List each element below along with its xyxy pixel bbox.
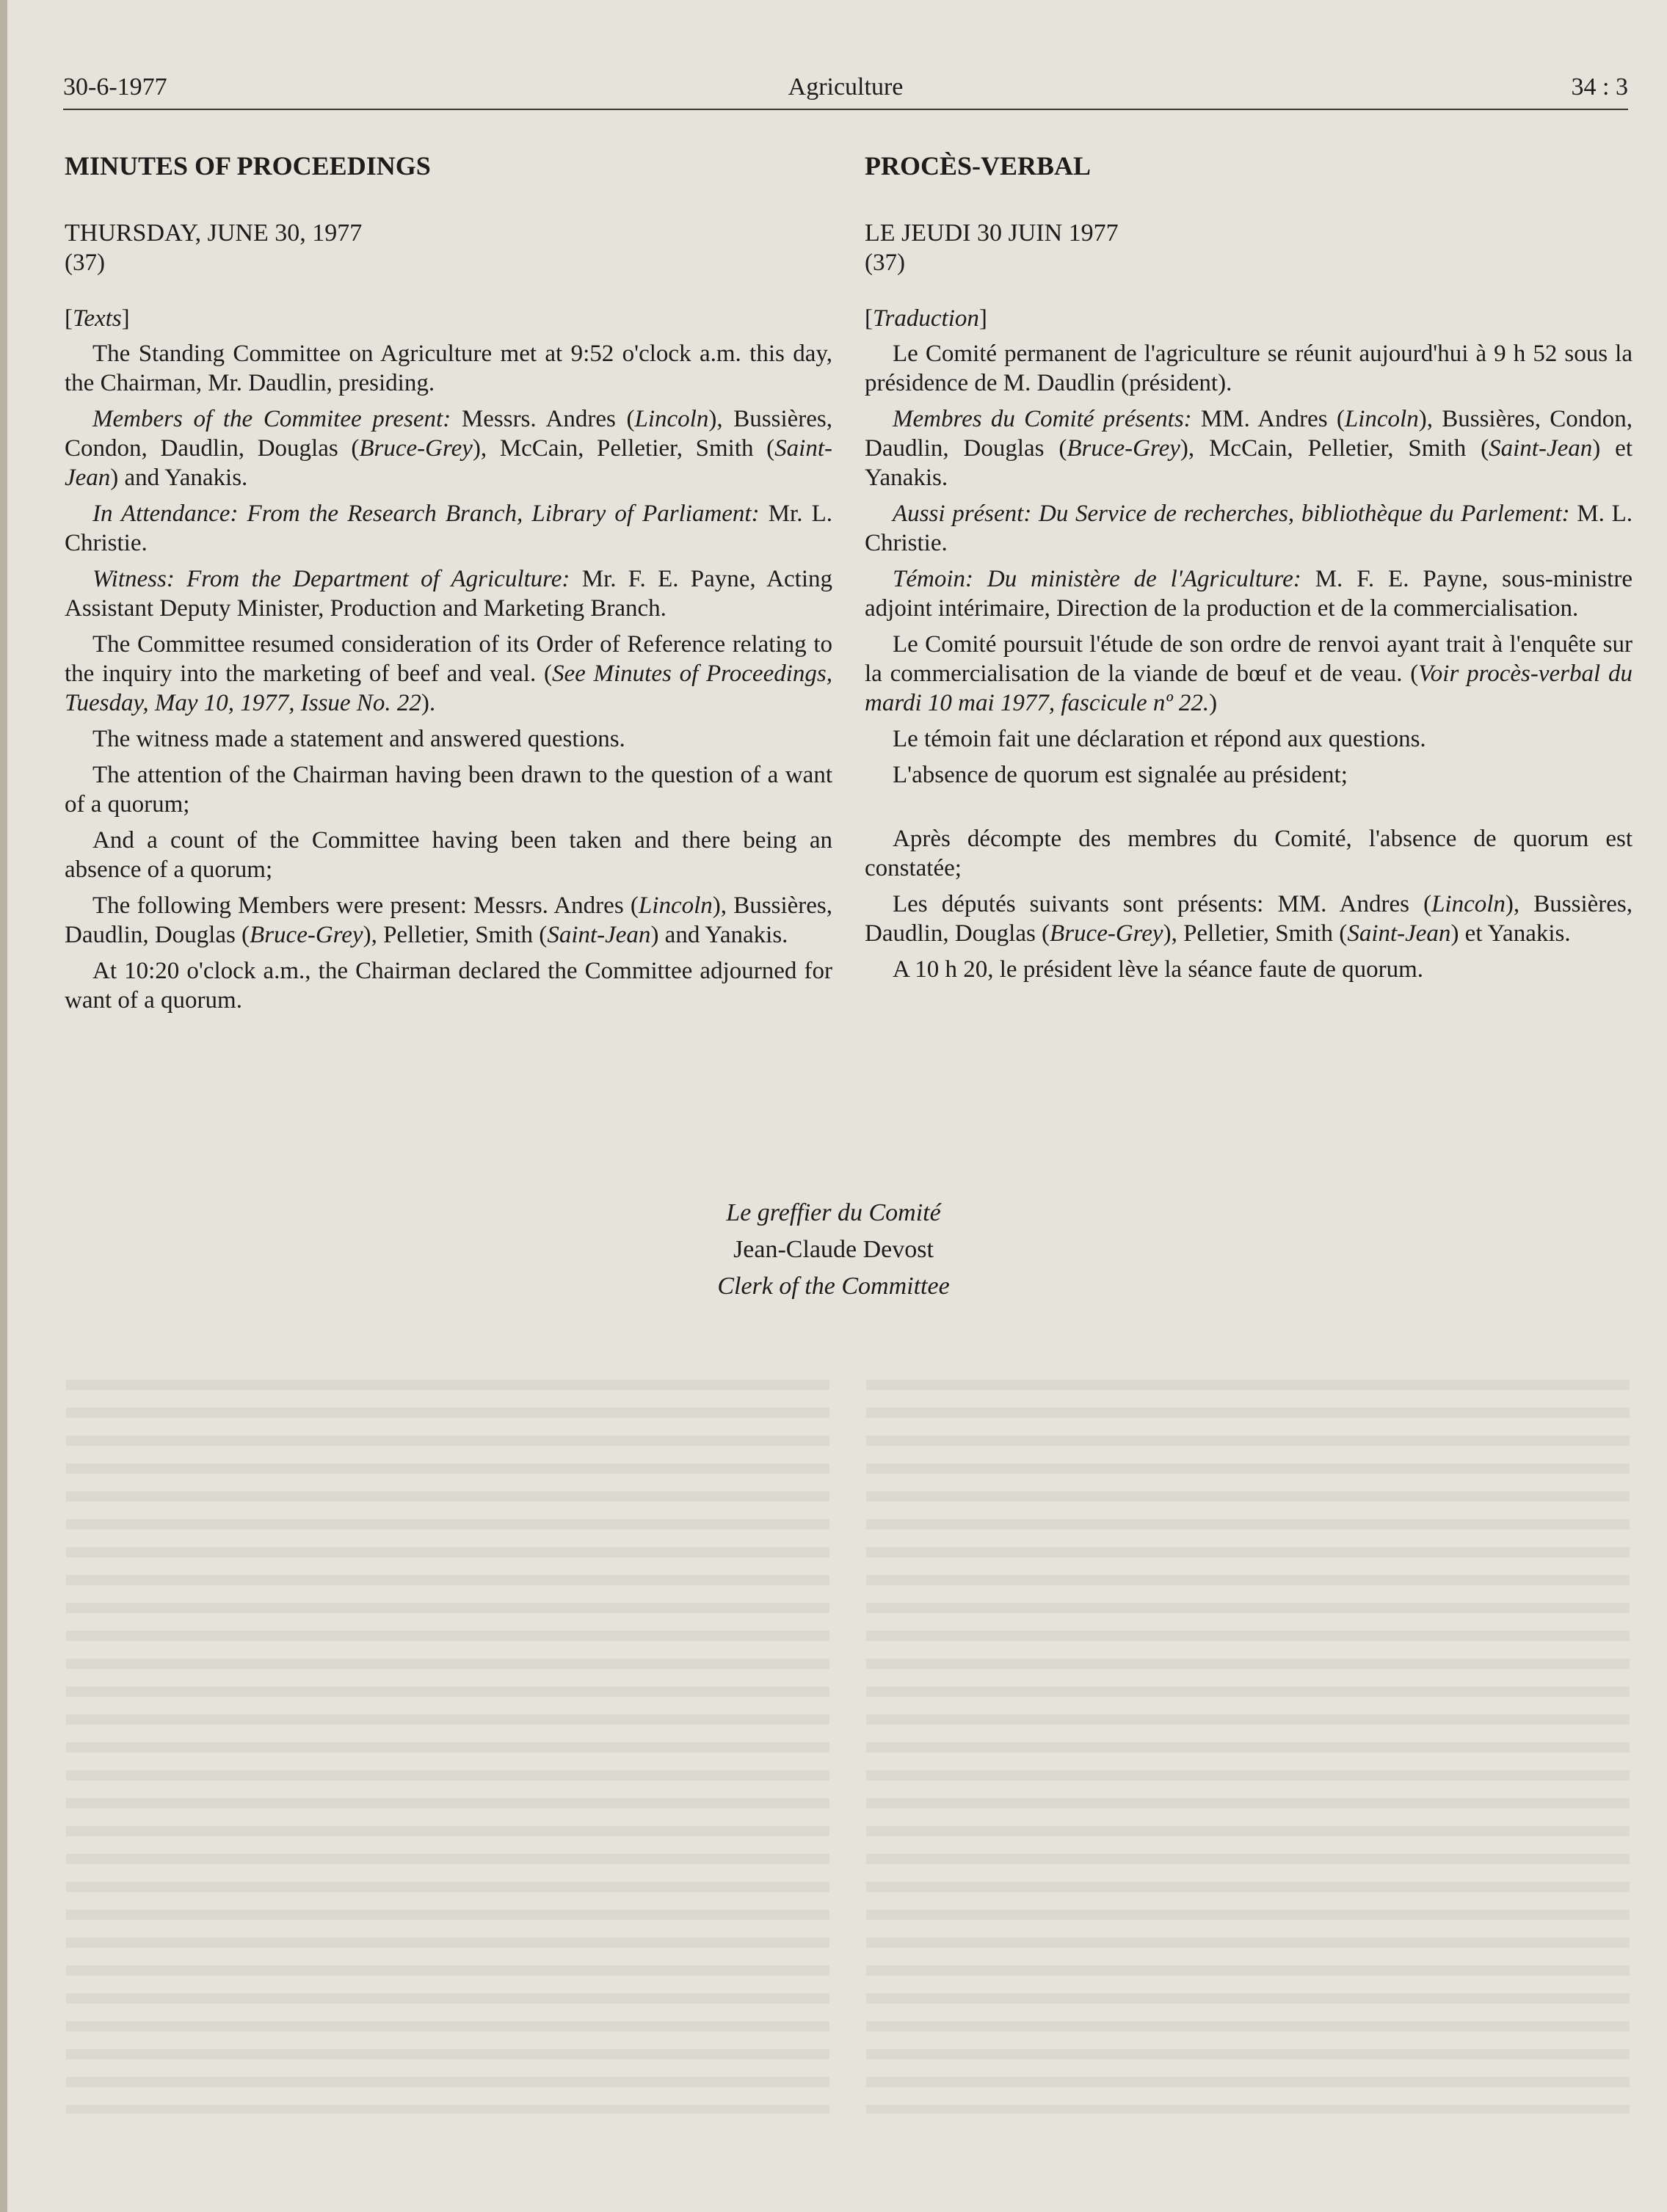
paragraph-quorum-raised: The attention of the Chairman having been drawn to the question of a want of a quorum; <box>65 762 832 818</box>
meeting-date: LE JEUDI 30 JUIN 1977 <box>865 219 1119 247</box>
paragraph-order-of-reference: Le Comité poursuit l'étude de son ordre de renvoi ayant trait à l'enquête sur la commercialisation de la viande de bœuf et de veau. (Voir procès-verbal du mardi 10 mai 1977, fascicule nº 22.) <box>865 631 1633 716</box>
clerk-title-french: Le greffier du Comité <box>726 1199 941 1226</box>
paragraph-order-of-reference: The Committee resumed consideration of its Order of Reference relating to the inquiry into the marketing of beef and veal. (See Minutes of Proceedings, Tuesday, May 10, 1977, Issue No. 22). <box>65 631 832 716</box>
section-heading: MINUTES OF PROCEEDINGS <box>65 151 431 181</box>
running-header <box>63 70 1628 110</box>
bleed-through-texture <box>66 1380 829 2114</box>
paragraph-members-present: Membres du Comité présents: MM. Andres (Lincoln), Bussières, Condon, Daudlin, Douglas (Bruce-Grey), McCain, Pelletier, Smith (Saint-Jean) et Yanakis. <box>865 406 1633 491</box>
bleed-through-texture <box>866 1380 1630 2114</box>
paragraph-witness: Témoin: Du ministère de l'Agriculture: M. F. E. Payne, sous-ministre adjoint intérimaire, Direction de la production et de la commercialisation. <box>865 566 1633 622</box>
paragraph-quorum-count: Après décompte des membres du Comité, l'absence de quorum est constatée; <box>865 826 1633 881</box>
paragraph-spacer <box>865 796 1633 824</box>
paragraph-opening: Le Comité permanent de l'agriculture se réunit aujourd'hui à 9 h 52 sous la présidence de M. Daudlin (président). <box>865 341 1633 396</box>
text-tag: [Texts] <box>65 305 130 332</box>
paragraph-members-after-count: Les députés suivants sont présents: MM. Andres (Lincoln), Bussières, Daudlin, Douglas (Bruce-Grey), Pelletier, Smith (Saint-Jean) et Yanakis. <box>865 891 1633 947</box>
paragraph-witness: Witness: From the Department of Agriculture: Mr. F. E. Payne, Acting Assistant Deputy Minister, Production and Marketing Branch. <box>65 566 832 622</box>
paragraph-quorum-raised: L'absence de quorum est signalée au président; <box>893 762 1348 788</box>
clerk-title-english: Clerk of the Committee <box>717 1273 950 1300</box>
signature-block <box>0 1195 1667 1305</box>
page-spine-shadow <box>0 0 7 2212</box>
translation-tag: [Traduction] <box>865 305 987 332</box>
paragraph-members-present: Members of the Commitee present: Messrs. Andres (Lincoln), Bussières, Condon, Daudlin, Douglas (Bruce-Grey), McCain, Pelletier, Smith (Saint-Jean) and Yanakis. <box>65 406 833 491</box>
paragraph-opening: The Standing Committee on Agriculture met at 9:52 o'clock a.m. this day, the Chairman, Mr. Daudlin, presiding. <box>65 341 832 396</box>
paragraph-attendance: Aussi présent: Du Service de recherches, bibliothèque du Parlement: M. L. Christie. <box>865 501 1633 556</box>
english-column <box>65 151 832 1022</box>
header-page-number: 34 : 3 <box>1571 73 1628 101</box>
paragraph-quorum-count: And a count of the Committee having been taken and there being an absence of a quorum; <box>65 827 832 883</box>
french-column <box>865 151 1633 991</box>
paragraph-adjournment: At 10:20 o'clock a.m., the Chairman declared the Committee adjourned for want of a quorum. <box>65 958 832 1014</box>
paragraph-statement: Le témoin fait une déclaration et répond aux questions. <box>893 726 1426 752</box>
paragraph-attendance: In Attendance: From the Research Branch, Library of Parliament: Mr. L. Christie. <box>65 501 832 556</box>
paragraph-members-after-count: The following Members were present: Messrs. Andres (Lincoln), Bussières, Daudlin, Douglas (Bruce-Grey), Pelletier, Smith (Saint-Jean) and Yanakis. <box>65 892 833 948</box>
meeting-date: THURSDAY, JUNE 30, 1977 <box>65 219 363 247</box>
paragraph-adjournment: A 10 h 20, le président lève la séance faute de quorum. <box>893 956 1424 983</box>
section-heading: PROCÈS-VERBAL <box>865 151 1092 181</box>
header-title: Agriculture <box>788 73 904 101</box>
clerk-name: Jean-Claude Devost <box>733 1236 934 1263</box>
header-date: 30-6-1977 <box>63 73 167 101</box>
issue-number: (37) <box>865 250 905 276</box>
paragraph-statement: The witness made a statement and answered questions. <box>92 726 625 752</box>
issue-number: (37) <box>65 250 105 276</box>
